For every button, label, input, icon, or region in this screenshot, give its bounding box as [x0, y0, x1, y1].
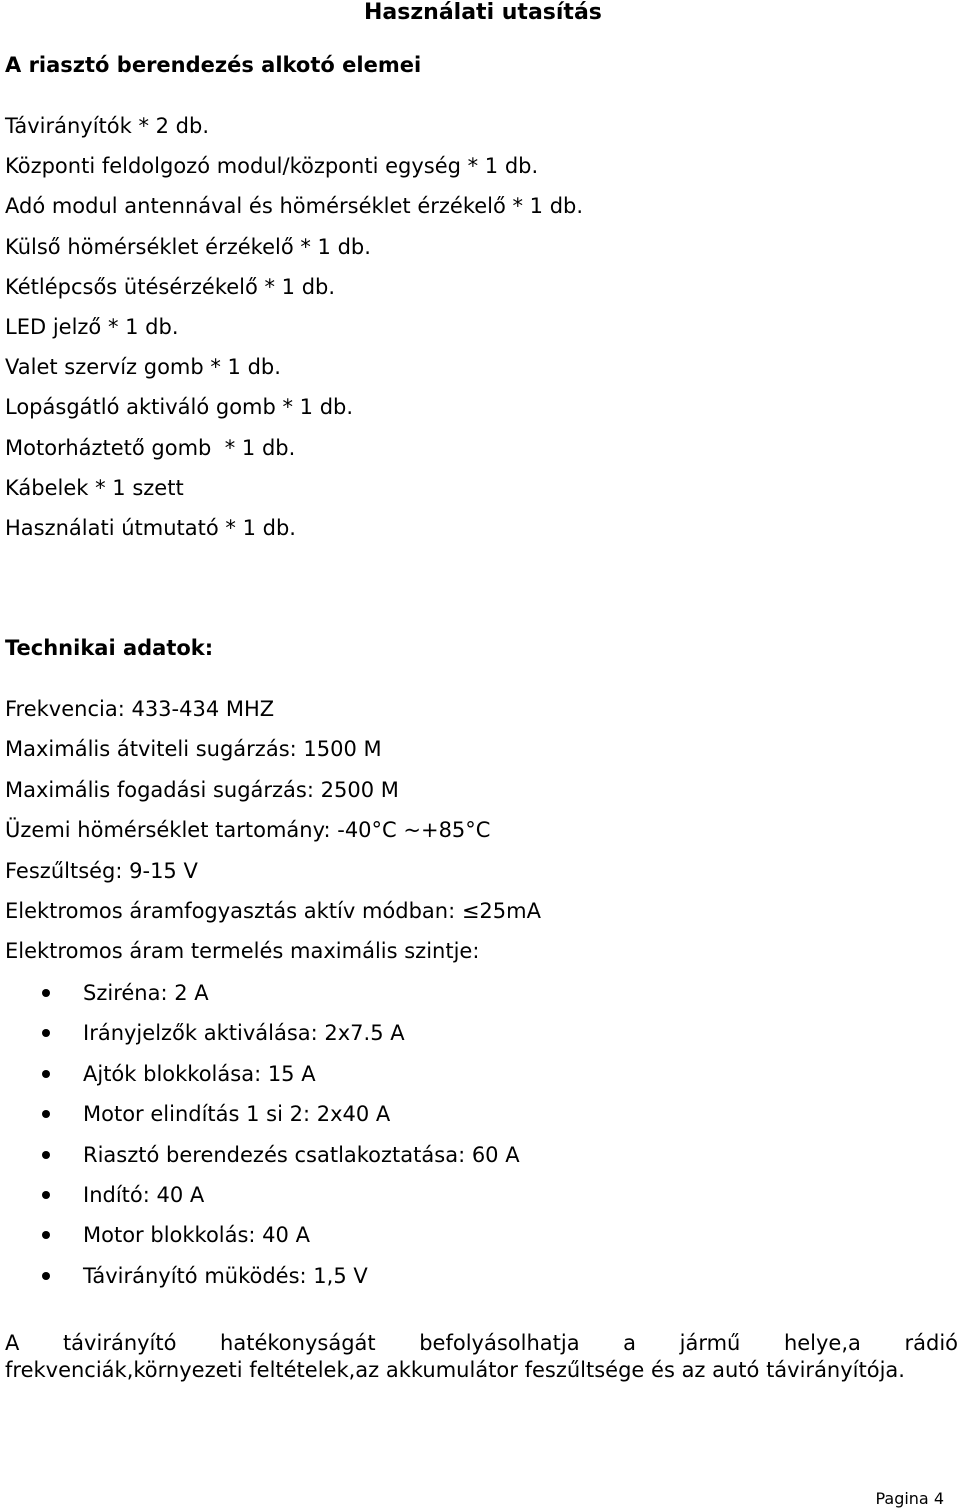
- tech-spec-item: Frekvencia: 433-434 MHZ: [5, 697, 275, 721]
- document-header-title: Használati utasítás: [364, 0, 602, 25]
- bullet-dot-icon: [42, 1272, 50, 1280]
- bullet-dot-icon: [42, 1191, 50, 1199]
- bullet-dot-icon: [42, 1070, 50, 1078]
- tech-spec-item: Maximális fogadási sugárzás: 2500 M: [5, 777, 399, 802]
- component-item: Központi feldolgozó modul/központi egység * 1 db.: [5, 154, 539, 179]
- bullet-dot-icon: [42, 1029, 50, 1037]
- bullet-dot-icon: [42, 989, 50, 997]
- bullet-text: Indító: 40 A: [83, 1182, 205, 1207]
- component-item: Használati útmutató * 1 db.: [5, 515, 296, 540]
- component-item: Külső hömérséklet érzékelő * 1 db.: [5, 234, 371, 259]
- component-item: Távirányítók * 2 db.: [5, 114, 210, 138]
- bullet-item: [0, 1263, 520, 1303]
- bullet-text: Motor elindítás 1 si 2: 2x40 A: [83, 1102, 391, 1127]
- bullet-item: [0, 1142, 520, 1182]
- remote-effectiveness-note: [5, 1330, 958, 1384]
- bullet-text: Motor blokkolás: 40 A: [83, 1223, 310, 1248]
- bullet-dot-icon: [42, 1110, 50, 1118]
- component-item: Lopásgátló aktiváló gomb * 1 db.: [5, 395, 354, 420]
- bullet-item: [0, 1182, 520, 1222]
- bullet-item: [0, 1020, 520, 1060]
- bullet-text: Ajtók blokkolása: 15 A: [83, 1061, 316, 1086]
- bullet-item: [0, 1222, 520, 1262]
- tech-spec-item: Feszűltség: 9-15 V: [5, 858, 198, 883]
- component-item: Valet szervíz gomb * 1 db.: [5, 355, 281, 380]
- bullet-dot-icon: [42, 1151, 50, 1159]
- tech-spec-item: Üzemi hömérséklet tartomány: -40°C ~+85°C: [5, 818, 491, 843]
- component-item: Kétlépcsős ütésérzékelő * 1 db.: [5, 274, 336, 299]
- bullet-text: Riasztó berendezés csatlakoztatása: 60 A: [83, 1142, 520, 1167]
- tech-spec-item: Elektromos áram termelés maximális szintje:: [5, 939, 480, 964]
- current-output-bullet-list: [0, 980, 520, 1303]
- bullet-item: [0, 980, 520, 1020]
- bullet-text: Távirányító müködés: 1,5 V: [83, 1263, 368, 1288]
- bullet-dot-icon: [42, 1231, 50, 1239]
- component-item: Adó modul antennával és hömérséklet érzékelő * 1 db.: [5, 194, 584, 219]
- component-item: LED jelző * 1 db.: [5, 314, 179, 339]
- tech-spec-item: Elektromos áramfogyasztás aktív módban: ≤25mA: [5, 898, 541, 923]
- component-item: Motorháztető gomb * 1 db.: [5, 435, 296, 460]
- bullet-item: [0, 1061, 520, 1101]
- components-list: [5, 113, 583, 555]
- note-line-2: frekvenciák,környezeti feltételek,az akkumulátor feszűltsége és az autó távirányítója.: [5, 1358, 905, 1382]
- tech-specs-list: [5, 696, 541, 979]
- tech-spec-item: Maximális átviteli sugárzás: 1500 M: [5, 737, 382, 762]
- components-heading: A riasztó berendezés alkotó elemei: [5, 53, 422, 77]
- bullet-text: Sziréna: 2 A: [83, 981, 209, 1005]
- bullet-text: Irányjelzők aktiválása: 2x7.5 A: [83, 1021, 405, 1046]
- tech-heading: Technikai adatok:: [5, 636, 214, 660]
- page-number: Pagina 4: [875, 1489, 944, 1508]
- component-item: Kábelek * 1 szett: [5, 475, 184, 500]
- note-line-1: A távirányító hatékonyságát befolyásolhatja a jármű helye,a rádió: [5, 1331, 958, 1355]
- bullet-item: [0, 1101, 520, 1141]
